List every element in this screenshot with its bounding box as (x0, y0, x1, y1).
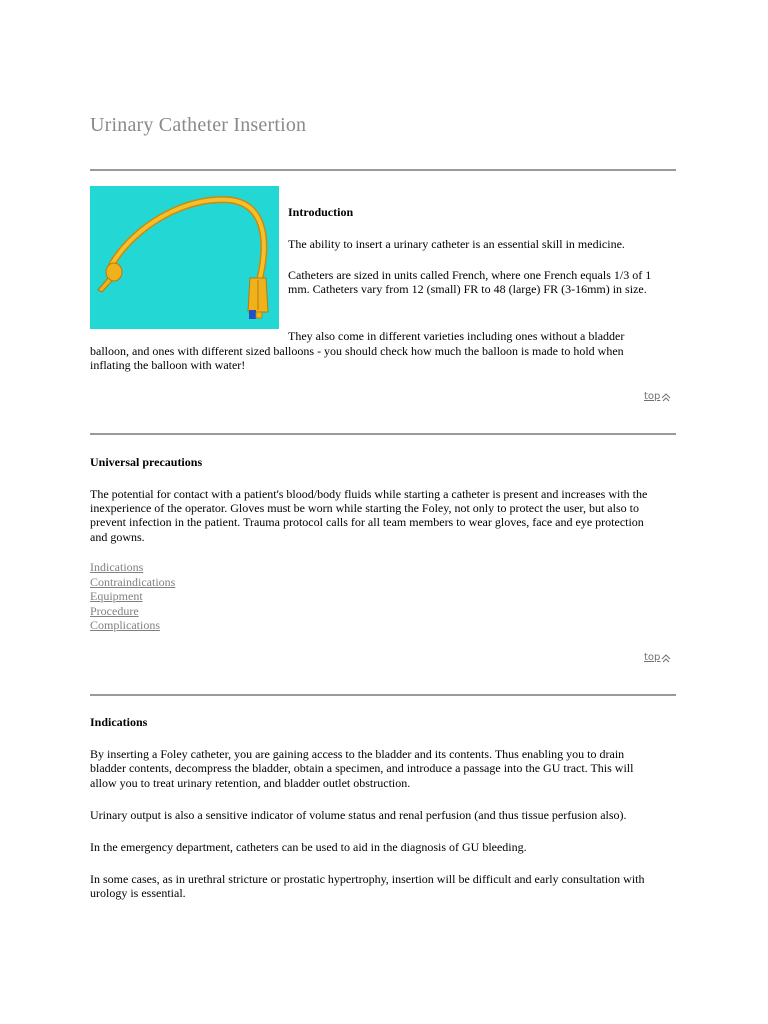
precautions-line-3: prevent infection in the patient. Trauma protocol calls for all team members to wear gloves, face and eye protection (90, 515, 644, 529)
indications-p3: In the emergency department, catheters can be used to aid in the diagnosis of GU bleeding. (90, 840, 527, 854)
divider (90, 169, 676, 171)
indications-p4-line-1: In some cases, as in urethral stricture or prostatic hypertrophy, insertion will be difficult and early consultation with (90, 872, 645, 886)
intro-paragraph-3-line-3: inflating the balloon with water! (90, 358, 246, 372)
precautions-line-1: The potential for contact with a patient's blood/body fluids while starting a catheter is present and increases with the (90, 487, 648, 501)
indications-p1-line-3: allow you to treat urinary retention, and bladder outlet obstruction. (90, 776, 411, 790)
up-arrow-icon (661, 392, 671, 402)
intro-paragraph-2-line-2: mm. Catheters vary from 12 (small) FR to 48 (large) FR (3-16mm) in size. (288, 282, 647, 296)
precautions-line-2: inexperience of the operator. Gloves must be worn while starting the Foley, not only to protect the user, but also to (90, 501, 639, 515)
intro-heading: Introduction (288, 205, 354, 219)
link-equipment[interactable]: Equipment (90, 589, 143, 603)
section-links (90, 560, 175, 633)
indications-p4-line-2: urology is essential. (90, 886, 186, 900)
intro-paragraph-3-line-1: They also come in different varieties including ones without a bladder (288, 329, 625, 343)
catheter-image (90, 186, 279, 329)
up-arrow-icon (661, 653, 671, 663)
indications-p1-line-2: bladder contents, decompress the bladder, obtain a specimen, and introduce a passage into the GU tract. This will (90, 761, 634, 775)
intro-paragraph-1: The ability to insert a urinary catheter is an essential skill in medicine. (288, 237, 625, 251)
precautions-line-4: and gowns. (90, 530, 145, 544)
link-procedure[interactable]: Procedure (90, 603, 139, 618)
intro-paragraph-3-line-2: balloon, and ones with different sized balloons - you should check how much the balloon is made to hold when (90, 344, 624, 358)
indications-heading: Indications (90, 715, 148, 729)
page-title: Urinary Catheter Insertion (90, 114, 307, 136)
indications-p1-line-1: By inserting a Foley catheter, you are gaining access to the bladder and its contents. Thus enabling you to drain (90, 747, 625, 761)
link-contraindications[interactable]: Contraindications (90, 574, 176, 589)
divider (90, 433, 676, 435)
precautions-heading: Universal precautions (90, 455, 203, 469)
link-complications[interactable]: Complications (90, 618, 160, 632)
link-indications[interactable]: Indications (90, 560, 144, 574)
back-to-top-label: top (644, 652, 661, 663)
divider (90, 694, 676, 696)
back-to-top-label: top (644, 391, 661, 402)
indications-p2: Urinary output is also a sensitive indicator of volume status and renal perfusion (and thus tissue perfusion also). (90, 808, 627, 822)
intro-paragraph-2-line-1: Catheters are sized in units called French, where one French equals 1/3 of 1 (288, 268, 652, 282)
back-to-top-link[interactable] (644, 652, 671, 663)
back-to-top-link[interactable] (644, 391, 671, 402)
